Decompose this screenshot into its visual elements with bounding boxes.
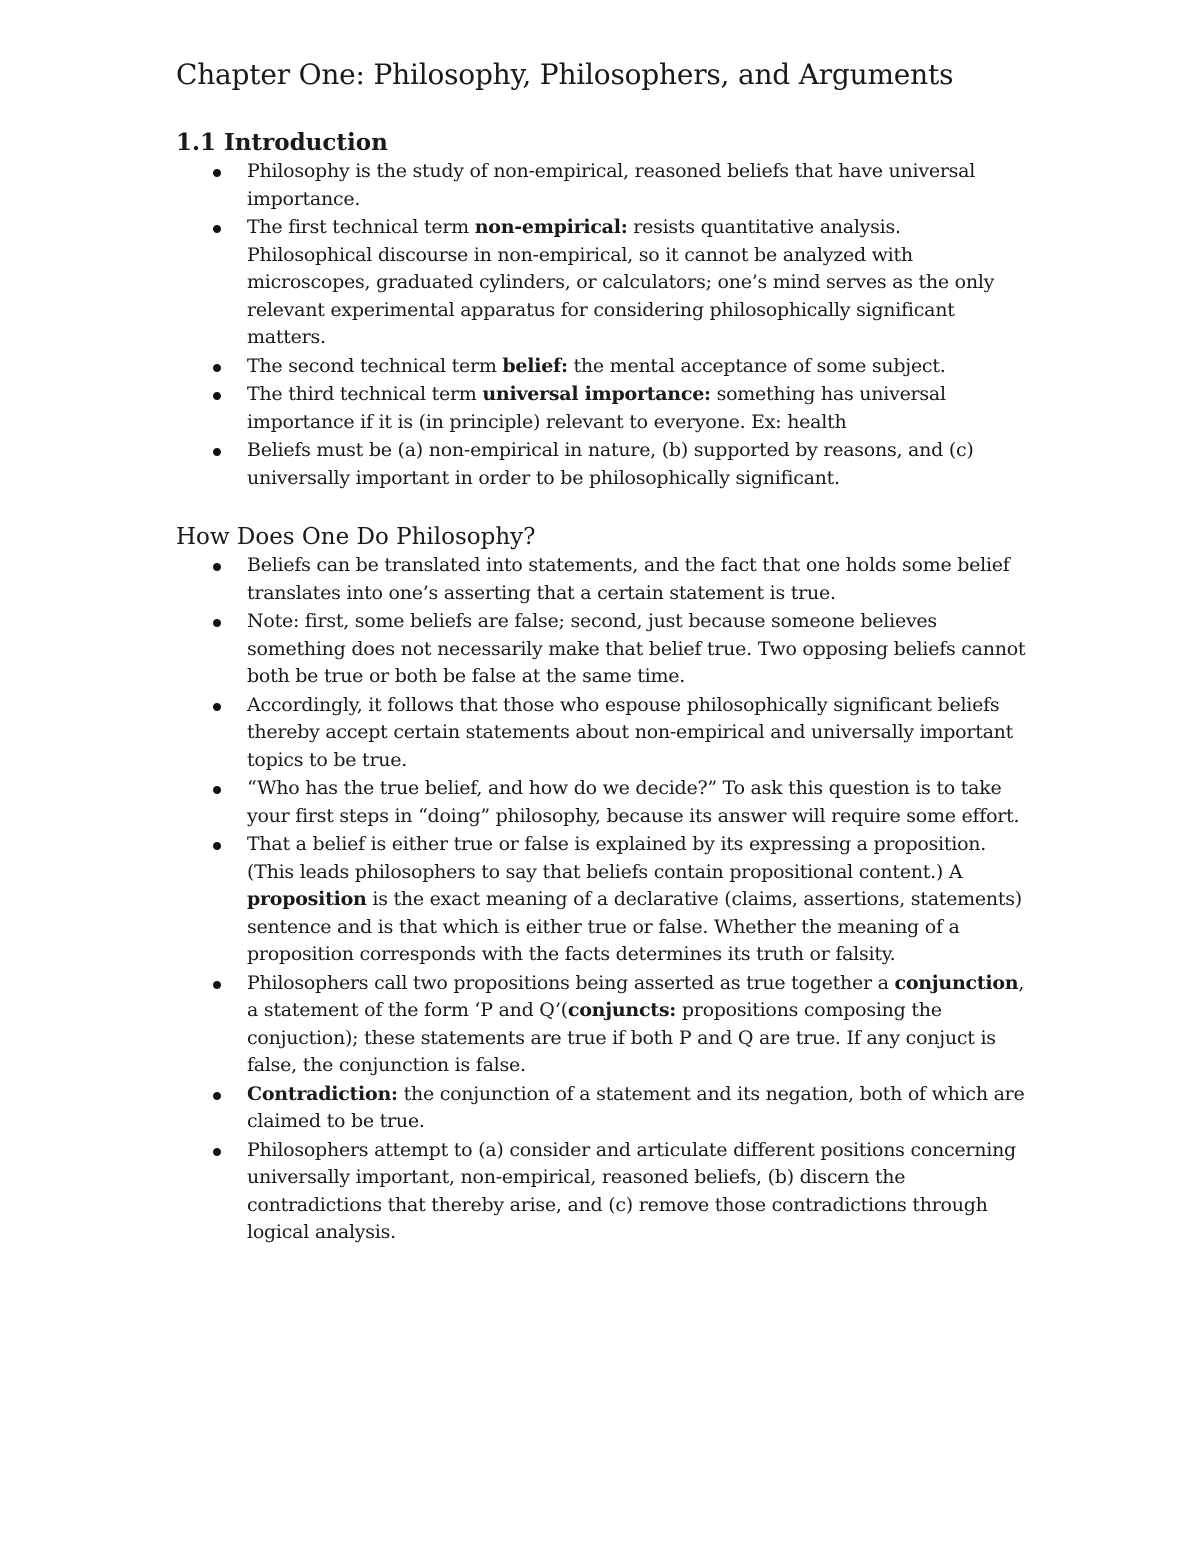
bullet-icon (213, 448, 221, 456)
section-heading-how-to-do-philosophy: How Does One Do Philosophy? (176, 524, 536, 550)
term-proposition: proposition (247, 888, 367, 910)
list-item: Philosophy is the study of non-empirical, reasoned beliefs that have universal importance. (176, 158, 1026, 213)
list-item: The third technical term universal importance: something has universal importance if it is (in principle) relevant to everyone. Ex: health (176, 381, 1026, 436)
term-contradiction: Contradiction: (247, 1082, 398, 1105)
bullet-icon (213, 364, 221, 372)
bullet-icon (213, 392, 221, 400)
bullet-icon (213, 1148, 221, 1156)
list-item: Philosophers attempt to (a) consider and articulate different positions concerning universally important, non-empirical, reasoned beliefs, (b) discern the contradictions that thereby arise, and (c) remove those contradictions through logical analysis. (176, 1137, 1026, 1247)
term-universal-importance: universal importance: (482, 383, 711, 405)
list-item: Note: first, some beliefs are false; second, just because someone believes something does not necessarily make that belief true. Two opposing beliefs cannot both be true or both be false at the same time. (176, 608, 1026, 691)
introduction-bullet-list (176, 158, 1026, 492)
list-item: Accordingly, it follows that those who espouse philosophically significant beliefs thereby accept certain statements about non-empirical and universally important topics to be true. (176, 692, 1026, 775)
bullet-icon (213, 842, 221, 850)
list-item: Beliefs can be translated into statements, and the fact that one holds some belief translates into one’s asserting that a certain statement is true. (176, 552, 1026, 607)
bullet-icon (213, 225, 221, 233)
term-non-empirical: non-empirical: (474, 216, 628, 238)
bullet-icon (213, 619, 221, 627)
bullet-icon (213, 1092, 221, 1100)
chapter-title: Chapter One: Philosophy, Philosophers, and Arguments (176, 58, 954, 91)
section-heading-introduction: 1.1 Introduction (176, 129, 388, 156)
list-item: The first technical term non-empirical: resists quantitative analysis. Philosophical discourse in non-empirical, so it cannot be analyzed with microscopes, graduated cylinders, or calculators; one’s mind serves as the only relevant experimental apparatus for considering philosophically significant matters. (176, 214, 1026, 352)
list-item: “Who has the true belief, and how do we decide?” To ask this question is to take your first steps in “doing” philosophy, because its answer will require some effort. (176, 775, 1026, 830)
term-conjunction: conjunction (894, 971, 1019, 994)
bullet-icon (213, 786, 221, 794)
term-belief: belief: (502, 354, 568, 377)
bullet-icon (213, 169, 221, 177)
how-to-bullet-list (176, 552, 1026, 1247)
list-item: Philosophers call two propositions being asserted as true together a conjunction, a statement of the form ‘P and Q’(conjuncts: propositions composing the conjuction); these statements are true if both P and Q are true. If any conjuct is false, the conjunction is false. (176, 970, 1026, 1080)
bullet-icon (213, 563, 221, 571)
list-item: Contradiction: the conjunction of a statement and its negation, both of which are claimed to be true. (176, 1081, 1026, 1136)
bullet-icon (213, 703, 221, 711)
list-item: That a belief is either true or false is explained by its expressing a proposition. (This leads philosophers to say that beliefs contain propositional content.) A proposition is the exact meaning of a declarative (claims, assertions, statements) sentence and is that which is either true or false. Whether the meaning of a proposition corresponds with the facts determines its truth or falsity. (176, 831, 1026, 969)
list-item: The second technical term belief: the mental acceptance of some subject. (176, 353, 1026, 381)
term-conjuncts: conjuncts: (567, 999, 677, 1021)
list-item: Beliefs must be (a) non-empirical in nature, (b) supported by reasons, and (c) universally important in order to be philosophically significant. (176, 437, 1026, 492)
document-page (176, 56, 1026, 1248)
bullet-icon (213, 981, 221, 989)
